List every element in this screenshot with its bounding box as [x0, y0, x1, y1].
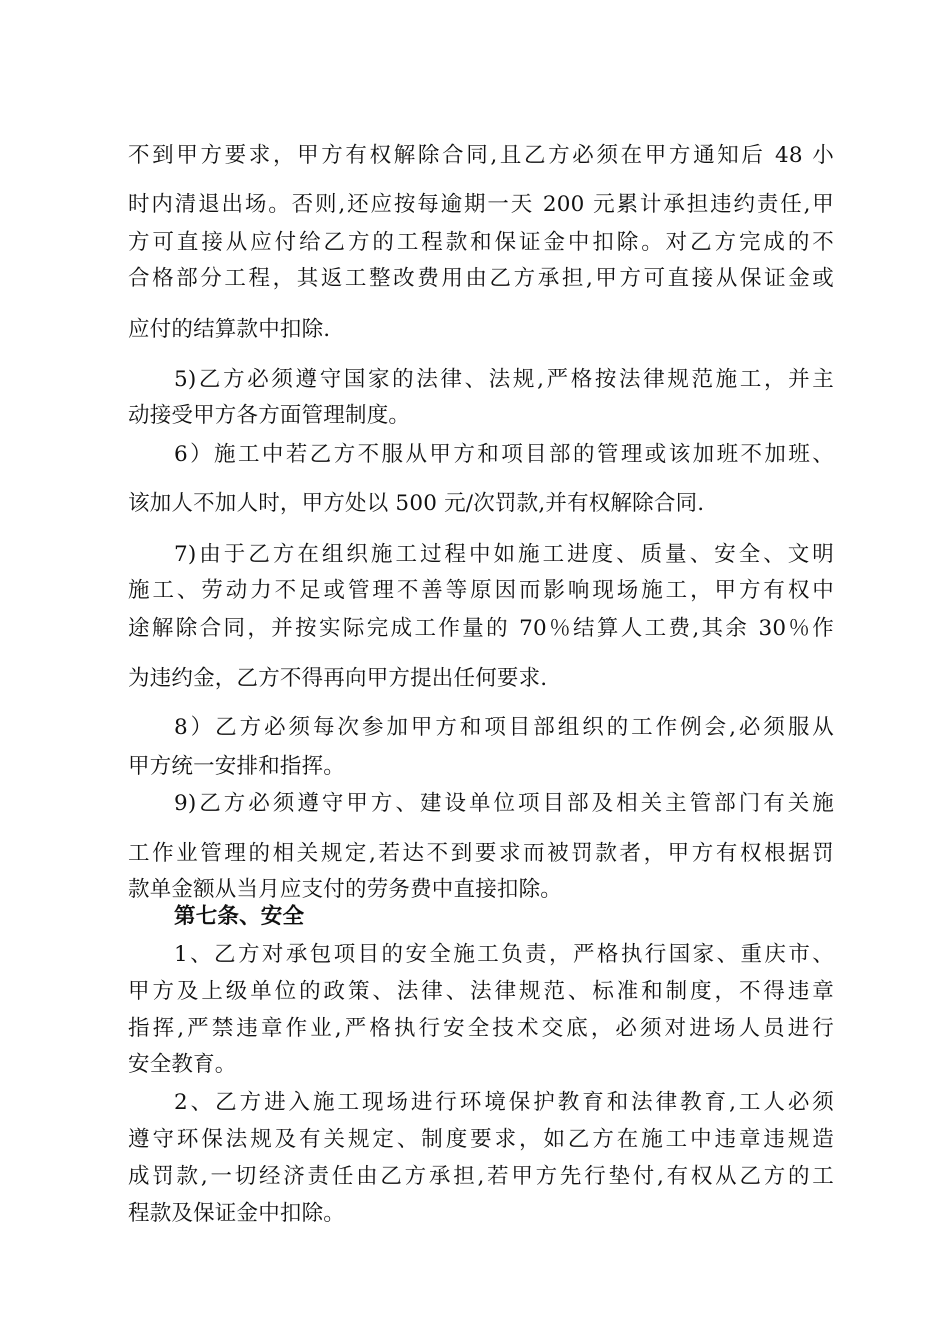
text-line: 指挥,严禁违章作业,严格执行安全技术交底，必须对进场人员进行 — [128, 1016, 834, 1041]
text-line: 安全教育。 — [128, 1052, 237, 1077]
section-heading: 第七条、安全 — [174, 904, 305, 929]
text-line: 时内清退出场。否则,还应按每逾期一天 200 元累计承担违约责任,甲 — [128, 192, 834, 217]
text-line: 该加人不加人时，甲方处以 500 元/次罚款,并有权解除合同. — [128, 491, 705, 516]
text-line: 7)由于乙方在组织施工过程中如施工进度、质量、安全、文明 — [174, 542, 834, 567]
text-line: 款单金额从当月应支付的劳务费中直接扣除。 — [128, 877, 563, 902]
text-line: 遵守环保法规及有关规定、制度要求，如乙方在施工中违章违规造 — [128, 1127, 834, 1152]
text-line: 途解除合同，并按实际完成工作量的 70％结算人工费,其余 30％作 — [128, 616, 834, 641]
text-line: 成罚款,一切经济责任由乙方承担,若甲方先行垫付,有权从乙方的工 — [128, 1164, 834, 1189]
text-line: 9)乙方必须遵守甲方、建设单位项目部及相关主管部门有关施 — [174, 791, 834, 816]
text-line: 5)乙方必须遵守国家的法律、法规,严格按法律规范施工，并主 — [174, 367, 834, 392]
text-line: 为违约金，乙方不得再向甲方提出任何要求. — [128, 666, 548, 691]
text-line: 程款及保证金中扣除。 — [128, 1201, 346, 1226]
text-line: 2、乙方进入施工现场进行环境保护教育和法律教育,工人必须 — [174, 1090, 834, 1115]
text-line: 施工、劳动力不足或管理不善等原因而影响现场施工，甲方有权中 — [128, 578, 834, 603]
text-line: 甲方及上级单位的政策、法律、法律规范、标准和制度，不得违章 — [128, 979, 834, 1004]
text-line: 工作业管理的相关规定,若达不到要求而被罚款者，甲方有权根据罚 — [128, 841, 834, 866]
text-line: 方可直接从应付给乙方的工程款和保证金中扣除。对乙方完成的不 — [128, 230, 834, 255]
text-line: 1、乙方对承包项目的安全施工负责，严格执行国家、重庆市、 — [174, 942, 834, 967]
text-line: 甲方统一安排和指挥。 — [128, 754, 346, 779]
text-line: 6）施工中若乙方不服从甲方和项目部的管理或该加班不加班、 — [174, 442, 834, 467]
text-line: 不到甲方要求，甲方有权解除合同,且乙方必须在甲方通知后 48 小 — [128, 143, 834, 168]
text-line: 8）乙方必须每次参加甲方和项目部组织的工作例会,必须服从 — [174, 715, 834, 740]
text-line: 合格部分工程，其返工整改费用由乙方承担,甲方可直接从保证金或 — [128, 266, 834, 291]
text-line: 应付的结算款中扣除. — [128, 317, 331, 342]
text-line: 动接受甲方各方面管理制度。 — [128, 403, 411, 428]
